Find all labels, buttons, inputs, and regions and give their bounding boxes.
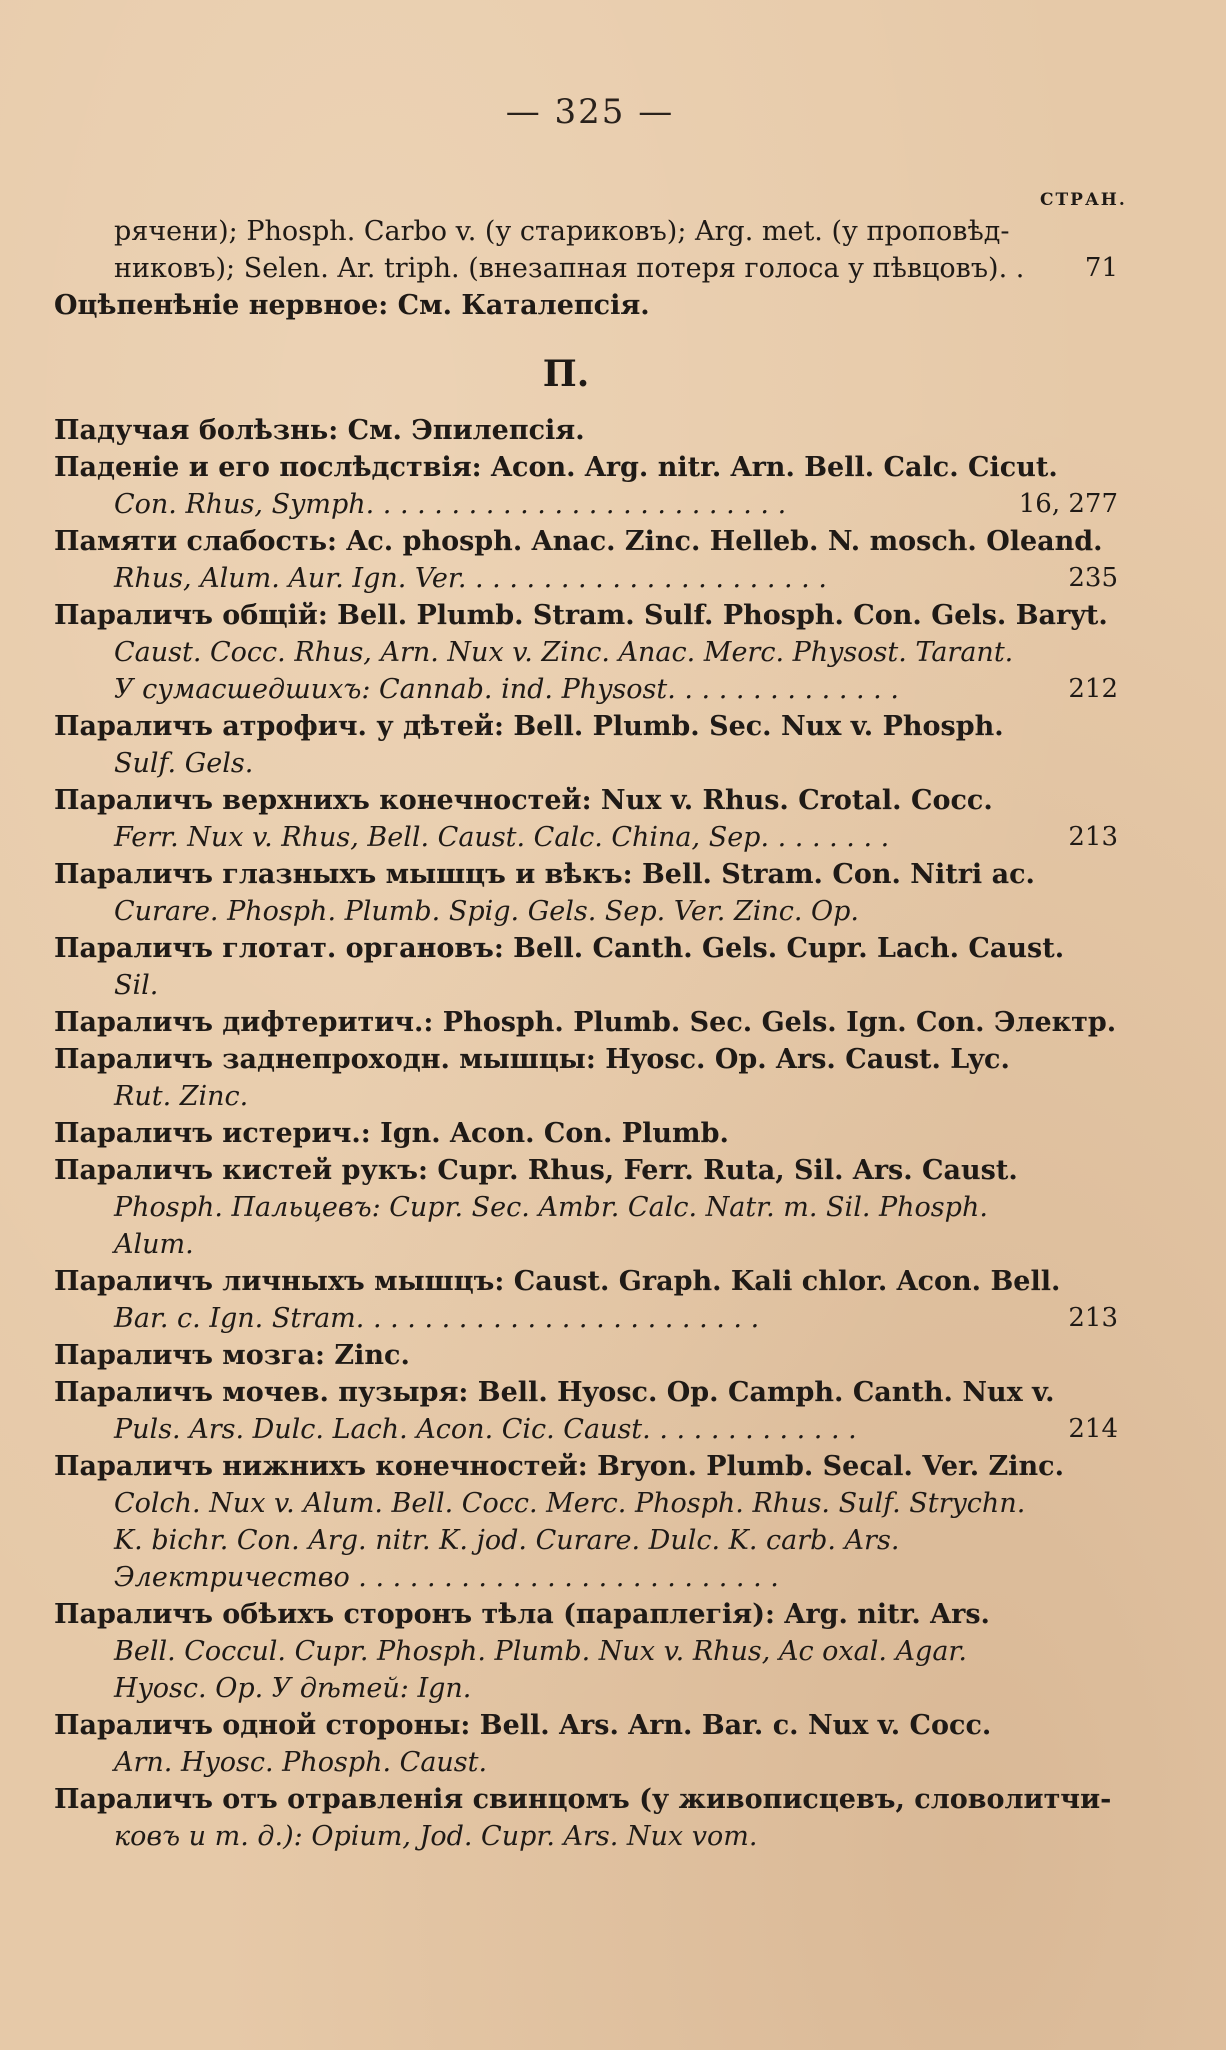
entry-text: Параличъ кистей рукъ: Cupr. Rhus, Ferr. Ruta, Sil. Ars. Caust.: [54, 1155, 1018, 1186]
entry-text: ковъ и т. д.): Opium, Jod. Cupr. Ars. Nux vom.: [114, 1821, 758, 1852]
entry-text: Паденіе и его послѣдствія: Acon. Arg. nitr. Arn. Bell. Calc. Cicut.: [54, 452, 1058, 483]
entry-text: Параличъ глотат. органовъ: Bell. Canth. Gels. Cupr. Lach. Caust.: [54, 933, 1065, 964]
entry-continuation-line: [54, 1522, 1118, 1559]
index-entry: [54, 1263, 1118, 1337]
entry-text: Параличъ отъ отравленія свинцомъ (у живописцевъ, словолитчи-: [54, 1784, 1112, 1815]
entry-heading-line: [54, 1041, 1118, 1078]
page-reference: 213: [1068, 822, 1118, 852]
entry-text: Ferr. Nux v. Rhus, Bell. Caust. Calc. China, Sep. . . . . . . .: [114, 822, 890, 853]
entry-heading-line: [54, 1448, 1118, 1485]
index-entry: [54, 1152, 1118, 1263]
page-reference: 235: [1068, 563, 1118, 593]
entry-heading-line: [54, 1152, 1118, 1189]
entry-text: Параличъ одной стороны: Bell. Ars. Arn. Bar. c. Nux v. Cocc.: [54, 1710, 992, 1741]
entry-heading-line: [54, 856, 1118, 893]
entry-continuation-line: [54, 1300, 1118, 1337]
entry-text: Параличъ атрофич. у дѣтей: Bell. Plumb. Sec. Nux v. Phosph.: [54, 711, 1004, 742]
entry-text: Параличъ обѣихъ сторонъ тѣла (параплегія): Arg. nitr. Ars.: [54, 1599, 990, 1630]
entry-continuation-line: [54, 1744, 1118, 1781]
entry-text: Электричество . . . . . . . . . . . . . . . . . . . . . . . . .: [114, 1562, 779, 1593]
entry-heading-line: [54, 1707, 1118, 1744]
index-entry: [54, 1115, 1118, 1152]
index-entry: [54, 597, 1118, 708]
page-reference: 212: [1068, 674, 1118, 704]
entry-text: Arn. Hyosc. Phosph. Caust.: [114, 1747, 488, 1778]
entry-text: Rut. Zinc.: [114, 1081, 249, 1112]
entry-text: Hyosc. Op. У дѣтей: Ign.: [114, 1673, 472, 1704]
index-entry: [54, 708, 1118, 782]
entry-text: Параличъ заднепроходн. мышцы: Hyosc. Op. Ars. Caust. Lyc.: [54, 1044, 1010, 1075]
entry-continuation-line: [54, 1078, 1118, 1115]
entry-text: Puls. Ars. Dulc. Lach. Acon. Cic. Caust. . . . . . . . . . . . .: [114, 1414, 857, 1445]
entry-text: У сумасшедшихъ: Cannab. ind. Physost. . . . . . . . . . . . . .: [114, 674, 899, 705]
entry-continuation-line: [54, 671, 1118, 708]
entry-heading-line: [54, 782, 1118, 819]
index-entry: [54, 1596, 1118, 1707]
page-reference: 214: [1068, 1414, 1118, 1444]
entry-list: [54, 412, 1118, 1855]
index-entry: [54, 1374, 1118, 1448]
continued-line: рячени); Phosph. Carbo v. (у стариковъ); Arg. met. (у проповѣд-: [114, 216, 1010, 247]
entry-text: Падучая болѣзнь: См. Эпилепсія.: [54, 415, 585, 446]
entry-continuation-line: [54, 1670, 1118, 1707]
section-letter: П.: [542, 353, 590, 395]
entry-heading-line: [54, 1115, 1118, 1152]
entry-text: Параличъ дифтеритич.: Phosph. Plumb. Sec. Gels. Ign. Con. Электр.: [54, 1007, 1117, 1038]
entry-text: Curare. Phosph. Plumb. Spig. Gels. Sep. Ver. Zinc. Op.: [114, 896, 860, 927]
entry-text: Sil.: [114, 970, 159, 1001]
entry-heading-line: [54, 1596, 1118, 1633]
entry-text: Параличъ глазныхъ мышцъ и вѣкъ: Bell. Stram. Con. Nitri ac.: [54, 859, 1035, 890]
entry-text: Параличъ верхнихъ конечностей: Nux v. Rhus. Crotal. Cocc.: [54, 785, 993, 816]
entry-text: Параличъ истерич.: Ign. Acon. Con. Plumb.: [54, 1118, 729, 1149]
entry-continuation-line: [54, 819, 1118, 856]
entry-continuation-line: [54, 486, 1118, 523]
entry-text: Sulf. Gels.: [114, 748, 254, 779]
index-entry: [54, 412, 1118, 449]
entry-text: Параличъ нижнихъ конечностей: Bryon. Plumb. Secal. Ver. Zinc.: [54, 1451, 1064, 1482]
entry-heading-line: [54, 597, 1118, 634]
index-entry: [54, 1448, 1118, 1596]
entry-continuation-line: [54, 1559, 1118, 1596]
page-reference: 16, 277: [1018, 489, 1118, 519]
entry-continuation-line: [54, 1226, 1118, 1263]
entry-text: K. bichr. Con. Arg. nitr. K. jod. Curare. Dulc. K. carb. Ars.: [114, 1525, 900, 1556]
entry-continuation-line: [54, 893, 1118, 930]
entry-heading-line: [54, 708, 1118, 745]
entry-text: Con. Rhus, Symph. . . . . . . . . . . . . . . . . . . . . . . . .: [114, 489, 787, 520]
index-entry: [54, 449, 1118, 523]
entry-text: Параличъ общій: Bell. Plumb. Stram. Sulf. Phosph. Con. Gels. Baryt.: [54, 600, 1108, 631]
page-reference: 213: [1068, 1303, 1118, 1333]
entry-heading-line: [54, 1004, 1118, 1041]
entry-text: Alum.: [114, 1229, 194, 1260]
page-reference: 71: [1084, 253, 1118, 283]
entry-text: Rhus, Alum. Aur. Ign. Ver. . . . . . . . . . . . . . . . . . . . . .: [114, 563, 827, 594]
index-entry: [54, 1707, 1118, 1781]
entry-text: Параличъ мочев. пузыря: Bell. Hyosc. Op. Camph. Canth. Nux v.: [54, 1377, 1055, 1408]
index-entry: [54, 782, 1118, 856]
entry-continuation-line: [54, 745, 1118, 782]
entry-text: Bar. c. Ign. Stram. . . . . . . . . . . . . . . . . . . . . . . .: [114, 1303, 760, 1334]
entry-continuation-line: [54, 1411, 1118, 1448]
page-number: — 325 —: [505, 92, 675, 132]
entry-continuation-line: [54, 967, 1118, 1004]
entry-continuation-line: [54, 560, 1118, 597]
index-content: [54, 213, 1118, 1855]
entry-heading-line: [54, 1374, 1118, 1411]
entry-text: Caust. Cocc. Rhus, Arn. Nux v. Zinc. Anac. Merc. Physost. Tarant.: [114, 637, 1014, 668]
entry-continuation-line: [54, 634, 1118, 671]
index-entry: [54, 523, 1118, 597]
index-entry: [54, 1337, 1118, 1374]
entry-continuation-line: [54, 1485, 1118, 1522]
entry-text: Параличъ личныхъ мышцъ: Caust. Graph. Kali chlor. Acon. Bell.: [54, 1266, 1061, 1297]
continued-line: никовъ); Selen. Ar. triph. (внезапная потеря голоса у пѣвцовъ). . 71: [54, 250, 1118, 287]
column-header: СТРАН.: [1040, 190, 1127, 210]
entry-heading-line: [54, 412, 1118, 449]
entry-text: Bell. Coccul. Cupr. Phosph. Plumb. Nux v. Rhus, Ac oxal. Agar.: [114, 1636, 967, 1667]
entry-text: Phosph. Пальцевъ: Cupr. Sec. Ambr. Calc. Natr. m. Sil. Phosph.: [114, 1192, 988, 1223]
entry-continuation-line: [54, 1189, 1118, 1226]
index-entry: [54, 930, 1118, 1004]
entry-heading-line: [54, 523, 1118, 560]
entry-continuation-line: [54, 1818, 1118, 1855]
entry-heading-line: [54, 1263, 1118, 1300]
entry-text: Памяти слабость: Ac. phosph. Anac. Zinc. Helleb. N. mosch. Oleand.: [54, 526, 1103, 557]
index-entry: [54, 1004, 1118, 1041]
entry-heading-line: [54, 1781, 1118, 1818]
index-entry: [54, 856, 1118, 930]
entry-heading-line: [54, 1337, 1118, 1374]
index-entry: [54, 1781, 1118, 1855]
index-entry: [54, 1041, 1118, 1115]
entry-text: Colch. Nux v. Alum. Bell. Cocc. Merc. Phosph. Rhus. Sulf. Strychn.: [114, 1488, 1026, 1519]
entry-text: Параличъ мозга: Zinc.: [54, 1340, 410, 1371]
entry-heading-line: [54, 930, 1118, 967]
index-entry: Оцѣпенѣніе нервное: См. Каталепсія.: [54, 290, 650, 321]
entry-continuation-line: [54, 1633, 1118, 1670]
entry-heading-line: [54, 449, 1118, 486]
